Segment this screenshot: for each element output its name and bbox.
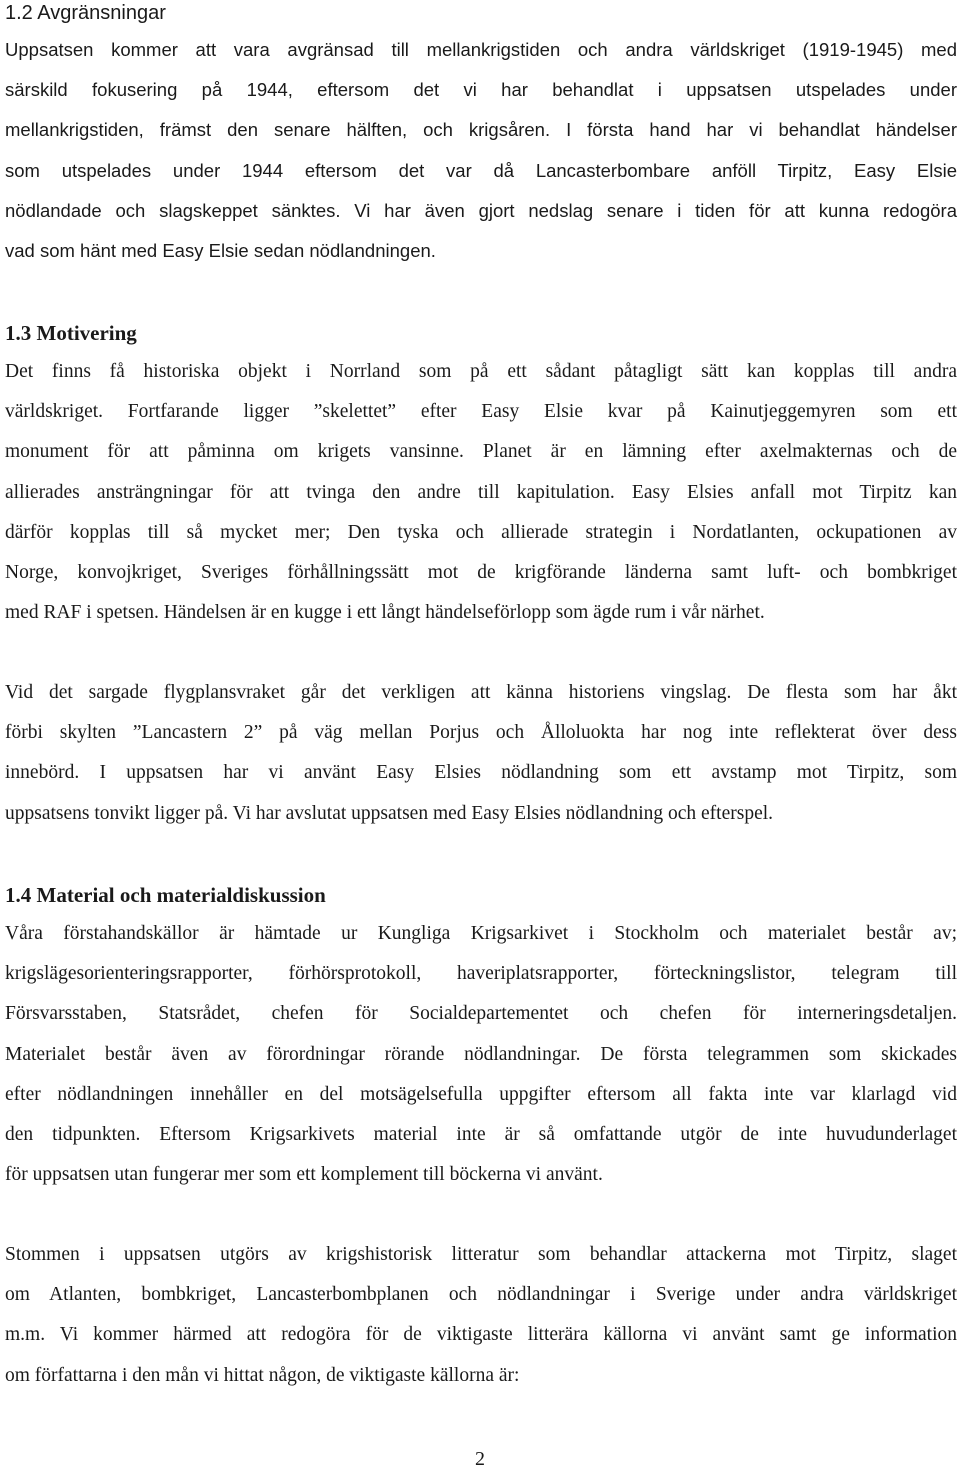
paragraph-line: mellankrigstiden, främst den senare hälften, och krigsåren. I första hand har vi behandlat händelser [5, 119, 957, 141]
paragraph-line: nödlandade och slagskeppet sänktes. Vi har även gjort nedslag senare i tiden för att kunna redogöra [5, 199, 957, 221]
paragraph-line: monument för att påminna om krigets vansinne. Planet är en lämning efter axelmakternas och de [5, 441, 957, 463]
paragraph-line: Vid det sargade flygplansvraket går det verkligen att känna historiens vingslag. De flesta som har åkt [5, 682, 957, 703]
paragraph-line: Försvarsstaben, Statsrådet, chefen för Socialdepartementet och chefen för interneringsdetaljen. [5, 1003, 957, 1025]
paragraph-line: innebörd. I uppsatsen har vi använt Easy Elsies nödlandning som ett avstamp mot Tirpitz, som [5, 762, 957, 784]
paragraph [5, 914, 957, 1195]
paragraph-line: med RAF i spetsen. Händelsen är en kugge i ett långt händelseförlopp som ägde rum i vår närhet. [5, 602, 765, 624]
paragraph-line: Norge, konvojkriget, Sveriges förhållningssätt mot de krigförande länderna samt luft- och bombkriget [5, 561, 957, 583]
paragraph-line: Det finns få historiska objekt i Norrland som på ett sådant påtagligt sätt kan kopplas till andra [5, 361, 957, 382]
paragraph-line: Stommen i uppsatsen utgörs av krigshistorisk litteratur som behandlar attackerna mot Tirpitz, slaget [5, 1244, 957, 1265]
paragraph-line: efter nödlandningen innehåller en del motsägelsefulla uppgifter eftersom all fakta inte var klarlagd vid [5, 1083, 957, 1105]
paragraph [5, 1235, 957, 1396]
paragraph-line: Våra förstahandskällor är hämtade ur Kungliga Krigsarkivet i Stockholm och materialet består av; [5, 923, 957, 944]
paragraph-line: krigslägesorienteringsrapporter, förhörsprotokoll, haveriplatsrapporter, förteckningslistor, telegram till [5, 963, 957, 985]
section-heading: 1.3 Motivering [5, 321, 137, 345]
paragraph-line: för uppsatsen utan fungerar mer som ett komplement till böckerna vi använt. [5, 1164, 603, 1186]
page-number: 2 [475, 1448, 485, 1470]
paragraph [5, 30, 957, 271]
paragraph-line: förbi skylten ”Lancastern 2” på väg mellan Porjus och Ålloluokta har nog inte reflekterat över dess [5, 722, 957, 744]
paragraph-line: vad som hänt med Easy Elsie sedan nödlandningen. [5, 239, 436, 261]
paragraph-line: Uppsatsen kommer att vara avgränsad till mellankrigstiden och andra världskriget (1919-1945) med [5, 39, 957, 60]
section-heading: 1.4 Material och materialdiskussion [5, 883, 326, 907]
paragraph-line: världskriget. Fortfarande ligger ”skelettet” efter Easy Elsie kvar på Kainutjeggemyren som ett [5, 401, 957, 423]
paragraph-line: m.m. Vi kommer härmed att redogöra för de viktigaste litterära källorna vi använt samt ge information [5, 1324, 957, 1346]
section-motivering [5, 320, 957, 824]
paragraph [5, 352, 957, 633]
paragraph-line: om Atlanten, bombkriget, Lancasterbombplanen och nödlandningar i Sverige under andra världskriget [5, 1284, 957, 1306]
paragraph-line: därför kopplas till så mycket mer; Den tyska och allierade strategin i Nordatlanten, ockupationen av [5, 521, 957, 543]
paragraph-line: Materialet består även av förordningar rörande nödlandningar. De första telegrammen som skickades [5, 1043, 957, 1065]
section-avgransningar [5, 0, 957, 261]
paragraph [5, 673, 957, 834]
paragraph-line: uppsatsens tonvikt ligger på. Vi har avslutat uppsatsen med Easy Elsies nödlandning och efterspel. [5, 802, 774, 824]
section-material [5, 882, 957, 1386]
paragraph-line: allierades ansträngningar för att tvinga den andre till kapitulation. Easy Elsies anfall mot Tirpitz kan [5, 481, 957, 503]
paragraph-line: särskild fokusering på 1944, eftersom det vi har behandlat i uppsatsen utspelades under [5, 79, 957, 101]
section-heading: 1.2 Avgränsningar [5, 2, 166, 24]
paragraph-line: den tidpunkten. Eftersom Krigsarkivets material inte är så omfattande utgör de inte huvudunderlaget [5, 1123, 957, 1145]
paragraph-line: om författarna i den mån vi hittat någon, de viktigaste källorna är: [5, 1364, 520, 1386]
paragraph-line: som utspelades under 1944 eftersom det var då Lancasterbombare anföll Tirpitz, Easy Elsie [5, 159, 957, 181]
